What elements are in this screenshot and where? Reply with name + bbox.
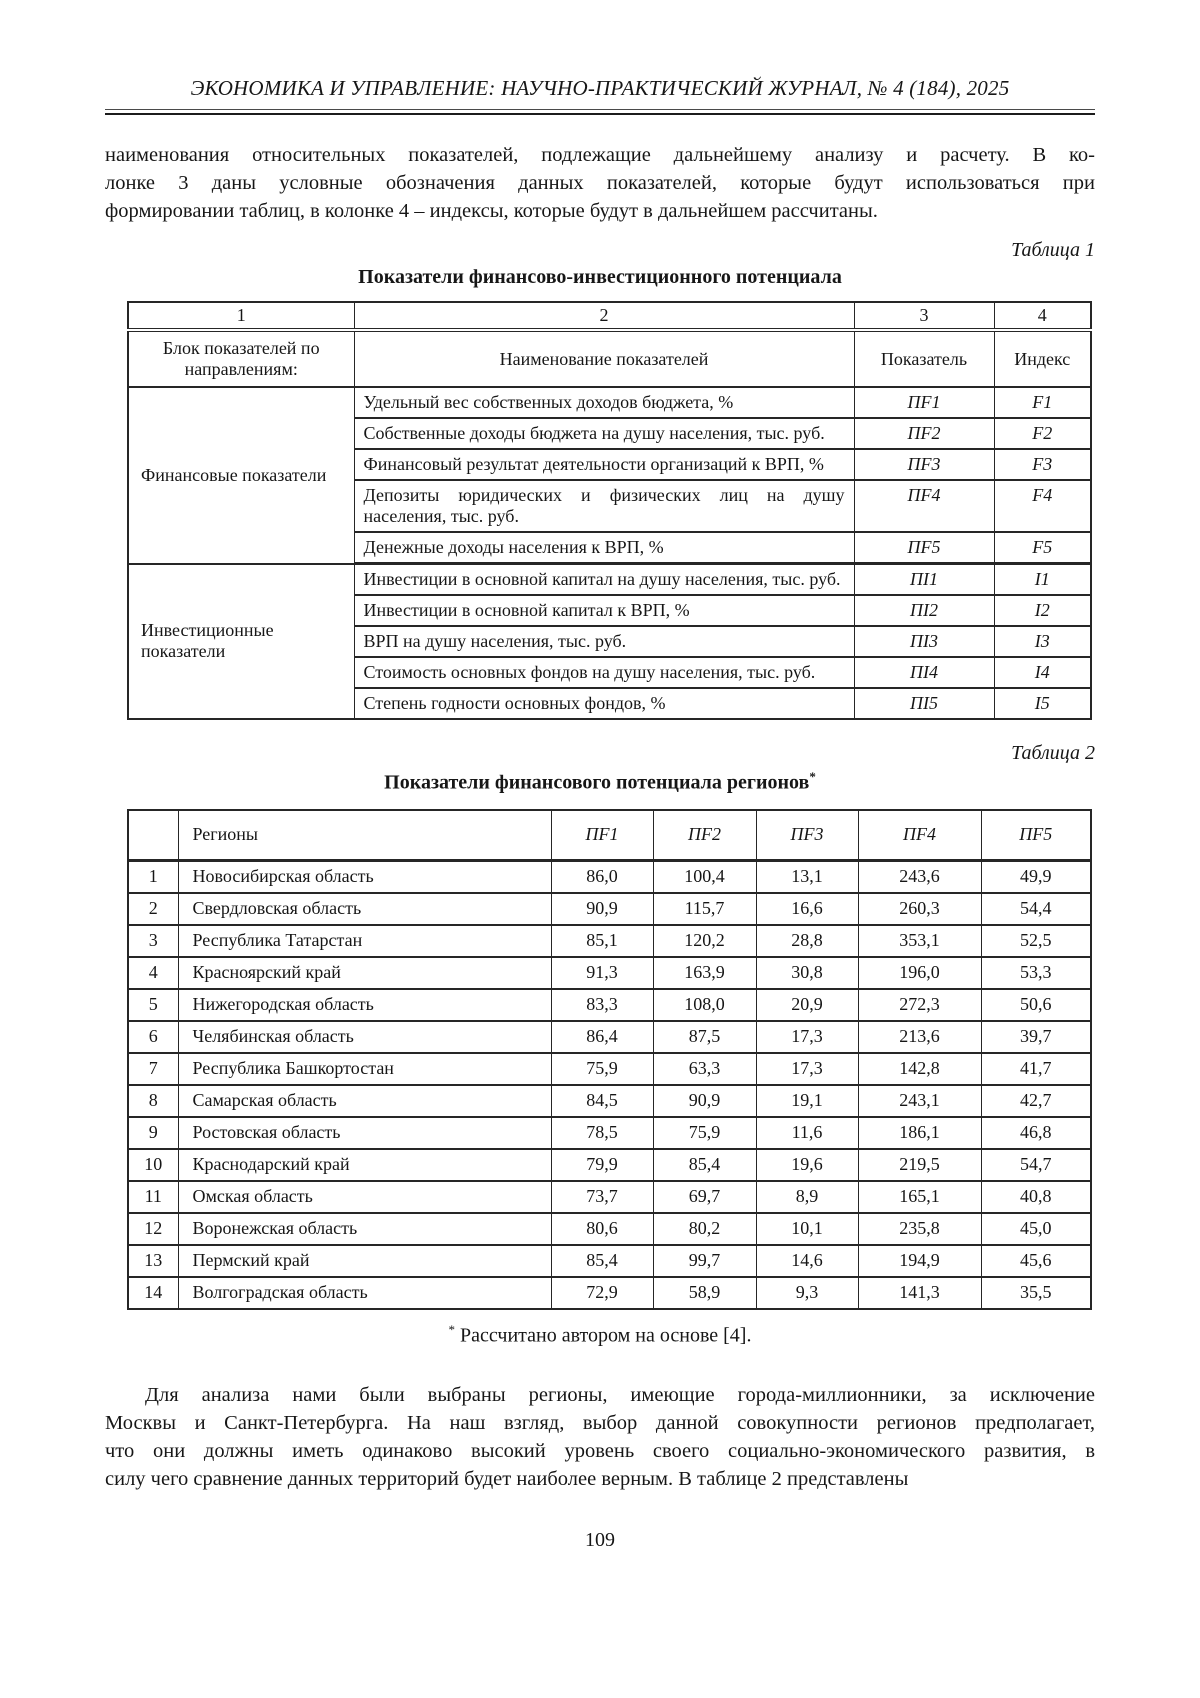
t1-name-cell: Финансовый результат деятельности организаций к ВРП, %: [354, 449, 854, 480]
table-row: [128, 925, 1091, 957]
table-row: [128, 1021, 1091, 1053]
t2-rownum-cell: 8: [128, 1085, 178, 1117]
t2-value-cell: 99,7: [653, 1245, 756, 1277]
t2-value-cell: 353,1: [858, 925, 981, 957]
t2-value-cell: 14,6: [756, 1245, 858, 1277]
t2-rownum-cell: 13: [128, 1245, 178, 1277]
table-row: [128, 1053, 1091, 1085]
paragraph-line: наименования относительных показателей, подлежащие дальнейшему анализу и расчету. В ко-: [105, 144, 1095, 166]
t1-indicator-cell: ПF2: [854, 418, 994, 449]
t2-value-cell: 213,6: [858, 1021, 981, 1053]
t2-region-cell: Республика Башкортостан: [178, 1053, 551, 1085]
t2-region-cell: Омская область: [178, 1181, 551, 1213]
page-number: 109: [585, 1529, 615, 1552]
t2-value-cell: 186,1: [858, 1117, 981, 1149]
t2-value-cell: 52,5: [981, 925, 1091, 957]
t2-value-cell: 10,1: [756, 1213, 858, 1245]
table-row: [128, 387, 1091, 418]
t2-value-cell: 85,4: [551, 1245, 653, 1277]
paragraph-line: Москвы и Санкт-Петербурга. На наш взгляд, выбор данной совокупности регионов предполагает,: [105, 1412, 1095, 1435]
t2-value-cell: 40,8: [981, 1181, 1091, 1213]
t2-header-cell: Регионы: [178, 810, 551, 861]
table-row: [128, 1213, 1091, 1245]
t2-rownum-cell: 1: [128, 860, 178, 893]
paragraph-line: формировании таблиц, в колонке 4 – индексы, которые будут в дальнейшем рассчитаны.: [105, 200, 878, 222]
t2-value-cell: 260,3: [858, 893, 981, 925]
t2-value-cell: 83,3: [551, 989, 653, 1021]
t2-value-cell: 75,9: [551, 1053, 653, 1085]
t2-value-cell: 75,9: [653, 1117, 756, 1149]
t1-name-cell: Стоимость основных фондов на душу населения, тыс. руб.: [354, 657, 854, 688]
t1-name-cell: ВРП на душу населения, тыс. руб.: [354, 626, 854, 657]
t2-value-cell: 108,0: [653, 989, 756, 1021]
table-row: [128, 564, 1091, 596]
t2-header-cell: ПF4: [858, 810, 981, 861]
t2-value-cell: 87,5: [653, 1021, 756, 1053]
t2-value-cell: 41,7: [981, 1053, 1091, 1085]
table-row: [128, 893, 1091, 925]
footnote-text: Рассчитано автором на основе [4].: [460, 1324, 752, 1347]
t1-index-cell: F1: [994, 387, 1091, 418]
t2-value-cell: 163,9: [653, 957, 756, 989]
table-row: [128, 330, 1091, 387]
t2-rownum-cell: 10: [128, 1149, 178, 1181]
t2-value-cell: 58,9: [653, 1277, 756, 1309]
footnote-marker: *: [448, 1321, 456, 1337]
t1-index-cell: F3: [994, 449, 1091, 480]
t1-name-cell: Инвестиции в основной капитал к ВРП, %: [354, 595, 854, 626]
journal-header: ЭКОНОМИКА И УПРАВЛЕНИЕ: НАУЧНО-ПРАКТИЧЕСКИЙ ЖУРНАЛ, № 4 (184), 2025: [190, 76, 1010, 100]
t2-value-cell: 45,6: [981, 1245, 1091, 1277]
t2-region-cell: Воронежская область: [178, 1213, 551, 1245]
t2-value-cell: 39,7: [981, 1021, 1091, 1053]
t1-name-cell: Денежные доходы населения к ВРП, %: [354, 532, 854, 564]
t2-header-cell: ПF5: [981, 810, 1091, 861]
t2-value-cell: 54,7: [981, 1149, 1091, 1181]
t2-value-cell: 243,1: [858, 1085, 981, 1117]
t2-value-cell: 28,8: [756, 925, 858, 957]
t2-value-cell: 235,8: [858, 1213, 981, 1245]
t2-value-cell: 19,1: [756, 1085, 858, 1117]
t1-header-cell: Показатель: [854, 330, 994, 387]
t2-value-cell: 86,0: [551, 860, 653, 893]
t2-rownum-cell: 9: [128, 1117, 178, 1149]
t2-region-cell: Новосибирская область: [178, 860, 551, 893]
t2-value-cell: 16,6: [756, 893, 858, 925]
t1-index-cell: F5: [994, 532, 1091, 564]
paragraph-line: лонке 3 даны условные обозначения данных показателей, которые будут использоваться при: [105, 172, 1095, 194]
table-row: [128, 302, 1091, 330]
t1-block-cell: Инвестиционные показатели: [128, 564, 354, 720]
t1-colnum-cell: 2: [354, 302, 854, 330]
table2-caption: Таблица 2: [1011, 742, 1095, 764]
t2-value-cell: 9,3: [756, 1277, 858, 1309]
t2-value-cell: 196,0: [858, 957, 981, 989]
t2-region-cell: Республика Татарстан: [178, 925, 551, 957]
t2-value-cell: 86,4: [551, 1021, 653, 1053]
t1-name-cell: Удельный вес собственных доходов бюджета, %: [354, 387, 854, 418]
t2-header-cell: ПF1: [551, 810, 653, 861]
t1-colnum-cell: 3: [854, 302, 994, 330]
t2-value-cell: 91,3: [551, 957, 653, 989]
t2-value-cell: 30,8: [756, 957, 858, 989]
t2-value-cell: 17,3: [756, 1053, 858, 1085]
table-row: [128, 1181, 1091, 1213]
t2-value-cell: 85,4: [653, 1149, 756, 1181]
table-row: [128, 860, 1091, 893]
t2-value-cell: 120,2: [653, 925, 756, 957]
t2-region-cell: Краснодарский край: [178, 1149, 551, 1181]
table2-title: [105, 769, 1095, 795]
t2-value-cell: 17,3: [756, 1021, 858, 1053]
t2-value-cell: 54,4: [981, 893, 1091, 925]
t2-rownum-cell: 11: [128, 1181, 178, 1213]
t1-indicator-cell: ПI2: [854, 595, 994, 626]
t2-value-cell: 80,6: [551, 1213, 653, 1245]
t2-value-cell: 243,6: [858, 860, 981, 893]
t2-value-cell: 73,7: [551, 1181, 653, 1213]
t1-index-cell: I4: [994, 657, 1091, 688]
t1-index-cell: F4: [994, 480, 1091, 532]
t2-rownum-cell: 4: [128, 957, 178, 989]
t2-value-cell: 20,9: [756, 989, 858, 1021]
t2-value-cell: 11,6: [756, 1117, 858, 1149]
intro-paragraph: [105, 141, 1095, 225]
t2-value-cell: 142,8: [858, 1053, 981, 1085]
t1-indicator-cell: ПI5: [854, 688, 994, 719]
t2-value-cell: 194,9: [858, 1245, 981, 1277]
header-rule: [105, 109, 1095, 115]
t2-region-cell: Челябинская область: [178, 1021, 551, 1053]
t2-value-cell: 49,9: [981, 860, 1091, 893]
table-row: [128, 1245, 1091, 1277]
t1-colnum-cell: 1: [128, 302, 354, 330]
t1-index-cell: I5: [994, 688, 1091, 719]
table1-title: Показатели финансово-инвестиционного потенциала: [358, 266, 842, 288]
t1-header-cell: Блок показателей по направлениям:: [128, 330, 354, 387]
body-paragraph: [105, 1381, 1095, 1493]
t2-value-cell: 13,1: [756, 860, 858, 893]
t1-indicator-cell: ПI1: [854, 564, 994, 596]
table1-caption: Таблица 1: [1011, 239, 1095, 261]
t2-value-cell: 19,6: [756, 1149, 858, 1181]
t2-value-cell: 63,3: [653, 1053, 756, 1085]
t2-value-cell: 100,4: [653, 860, 756, 893]
t1-indicator-cell: ПI3: [854, 626, 994, 657]
t2-region-cell: Самарская область: [178, 1085, 551, 1117]
t2-header-cell: [128, 810, 178, 861]
t2-header-cell: ПF2: [653, 810, 756, 861]
t2-region-cell: Волгоградская область: [178, 1277, 551, 1309]
table-row: [128, 1117, 1091, 1149]
paragraph-line: силу чего сравнение данных территорий будет наиболее верным. В таблице 2 представлены: [105, 1468, 909, 1491]
t2-rownum-cell: 14: [128, 1277, 178, 1309]
table2-footnote: [105, 1322, 1095, 1348]
t2-value-cell: 78,5: [551, 1117, 653, 1149]
t2-value-cell: 42,7: [981, 1085, 1091, 1117]
t1-block-cell: Финансовые показатели: [128, 387, 354, 564]
t2-region-cell: Красноярский край: [178, 957, 551, 989]
t1-header-cell: Индекс: [994, 330, 1091, 387]
t2-value-cell: 53,3: [981, 957, 1091, 989]
t2-value-cell: 8,9: [756, 1181, 858, 1213]
t1-colnum-cell: 4: [994, 302, 1091, 330]
t1-name-cell: Собственные доходы бюджета на душу населения, тыс. руб.: [354, 418, 854, 449]
t2-value-cell: 85,1: [551, 925, 653, 957]
t2-region-cell: Ростовская область: [178, 1117, 551, 1149]
t2-value-cell: 165,1: [858, 1181, 981, 1213]
t2-value-cell: 141,3: [858, 1277, 981, 1309]
t2-region-cell: Нижегородская область: [178, 989, 551, 1021]
t1-name-cell: Депозиты юридических и физических лиц на душу населения, тыс. руб.: [354, 480, 854, 532]
t2-header-cell: ПF3: [756, 810, 858, 861]
table-row: [128, 1277, 1091, 1309]
t1-indicator-cell: ПF1: [854, 387, 994, 418]
t2-value-cell: 35,5: [981, 1277, 1091, 1309]
t2-value-cell: 50,6: [981, 989, 1091, 1021]
t1-indicator-cell: ПF5: [854, 532, 994, 564]
t1-indicator-cell: ПF3: [854, 449, 994, 480]
t1-name-cell: Степень годности основных фондов, %: [354, 688, 854, 719]
t2-value-cell: 69,7: [653, 1181, 756, 1213]
t2-value-cell: 90,9: [551, 893, 653, 925]
table-row: [128, 989, 1091, 1021]
table1: [127, 301, 1092, 720]
table-row: [128, 1149, 1091, 1181]
t2-value-cell: 272,3: [858, 989, 981, 1021]
t1-header-cell: Наименование показателей: [354, 330, 854, 387]
t2-rownum-cell: 12: [128, 1213, 178, 1245]
table2-title-note: *: [809, 769, 816, 784]
table2: [127, 809, 1092, 1310]
paragraph-line: что они должны иметь одинаково высокий уровень своего социально-экономического развития, в: [105, 1440, 1095, 1463]
table-row: [128, 957, 1091, 989]
t2-value-cell: 90,9: [653, 1085, 756, 1117]
t2-value-cell: 79,9: [551, 1149, 653, 1181]
t2-rownum-cell: 3: [128, 925, 178, 957]
table-row: [128, 1085, 1091, 1117]
t2-region-cell: Свердловская область: [178, 893, 551, 925]
t1-indicator-cell: ПF4: [854, 480, 994, 532]
t2-value-cell: 72,9: [551, 1277, 653, 1309]
t2-rownum-cell: 7: [128, 1053, 178, 1085]
t1-index-cell: F2: [994, 418, 1091, 449]
t2-value-cell: 115,7: [653, 893, 756, 925]
t1-indicator-cell: ПI4: [854, 657, 994, 688]
t2-value-cell: 219,5: [858, 1149, 981, 1181]
t1-index-cell: I1: [994, 564, 1091, 596]
t2-region-cell: Пермский край: [178, 1245, 551, 1277]
paragraph-line: Для анализа нами были выбраны регионы, имеющие города-миллионники, за исключение: [145, 1384, 1095, 1407]
t2-value-cell: 46,8: [981, 1117, 1091, 1149]
t1-name-cell: Инвестиции в основной капитал на душу населения, тыс. руб.: [354, 564, 854, 596]
t2-rownum-cell: 2: [128, 893, 178, 925]
table-row: [128, 810, 1091, 861]
table2-title-text: Показатели финансового потенциала регионов: [384, 771, 810, 794]
t2-rownum-cell: 5: [128, 989, 178, 1021]
t2-value-cell: 45,0: [981, 1213, 1091, 1245]
t1-index-cell: I2: [994, 595, 1091, 626]
t2-value-cell: 84,5: [551, 1085, 653, 1117]
t1-index-cell: I3: [994, 626, 1091, 657]
t2-value-cell: 80,2: [653, 1213, 756, 1245]
t2-rownum-cell: 6: [128, 1021, 178, 1053]
